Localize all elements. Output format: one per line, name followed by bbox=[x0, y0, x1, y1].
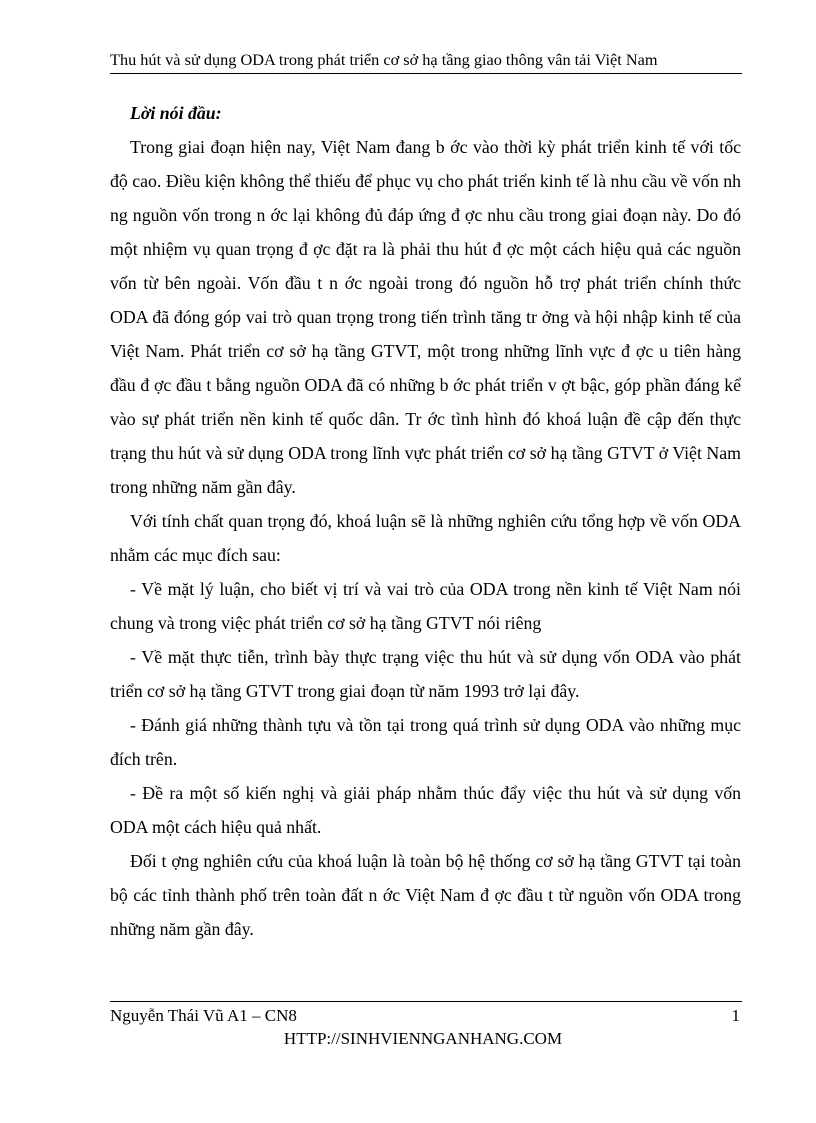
document-body bbox=[110, 96, 741, 946]
page-number: 1 bbox=[731, 1006, 740, 1025]
footer-rule bbox=[110, 1001, 742, 1002]
footer-url: HTTP://SINHVIENNGANHANG.COM bbox=[283, 1029, 563, 1048]
running-header: Thu hút và sử dụng ODA trong phát triển cơ sở hạ tầng giao thông vân tải Việt Nam bbox=[110, 50, 658, 69]
paragraph-4: - Về mặt thực tiễn, trình bày thực trạng việc thu hút và sử dụng vốn ODA vào phát triển cơ sở hạ tầng GTVT trong giai đoạn từ năm 1993 trở lại đây. bbox=[110, 647, 741, 701]
paragraph-1: Trong giai đoạn hiện nay, Việt Nam đang b ớc vào thời kỳ phát triển kinh tế với tốc độ cao. Điều kiện không thể thiếu để phục vụ cho phát triển kinh tế là nhu cầu về vốn nh ng nguồn vốn trong n ớc lại không đủ đáp ứng đ ợc nhu cầu trong giai đoạn này. Do đó một nhiệm vụ quan trọng đ ợc đặt ra là phải thu hút đ ợc một cách hiệu quả các nguồn vốn từ bên ngoài. Vốn đầu t n ớc ngoài trong đó nguồn hỗ trợ phát triển chính thức ODA đã đóng góp vai trò quan trọng trong tiến trình tăng tr ởng và hội nhập kinh tế của Việt Nam. Phát triển cơ sở hạ tầng GTVT, một trong những lĩnh vực đ ợc u tiên hàng đầu đ ợc đầu t bằng nguồn ODA đã có những b ớc phát triển v ợt bậc, góp phần đáng kể vào sự phát triển nền kinh tế quốc dân. Tr ớc tình hình đó khoá luận đề cập đến thực trạng thu hút và sử dụng ODA trong lĩnh vực phát triển cơ sở hạ tầng GTVT ở Việt Nam trong những năm gần đây. bbox=[110, 137, 741, 497]
header-rule bbox=[110, 73, 742, 74]
footer-author: Nguyễn Thái Vũ A1 – CN8 bbox=[110, 1006, 297, 1025]
paragraph-2: Với tính chất quan trọng đó, khoá luận sẽ là những nghiên cứu tổng hợp về vốn ODA nhằm các mục đích sau: bbox=[110, 511, 741, 565]
paragraph-5: - Đánh giá những thành tựu và tồn tại trong quá trình sử dụng ODA vào những mục đích trên. bbox=[110, 715, 741, 769]
paragraph-3: - Về mặt lý luận, cho biết vị trí và vai trò của ODA trong nền kinh tế Việt Nam nói chung và trong việc phát triển cơ sở hạ tầng GTVT nói riêng bbox=[110, 579, 741, 633]
paragraph-6: - Đề ra một số kiến nghị và giải pháp nhằm thúc đẩy việc thu hút và sử dụng vốn ODA một cách hiệu quả nhất. bbox=[110, 783, 741, 837]
paragraph-7: Đối t ợng nghiên cứu của khoá luận là toàn bộ hệ thống cơ sở hạ tầng GTVT tại toàn bộ các tỉnh thành phố trên toàn đất n ớc Việt Nam đ ợc đầu t từ nguồn vốn ODA trong những năm gần đây. bbox=[110, 851, 741, 939]
section-heading: Lời nói đầu: bbox=[130, 103, 222, 123]
